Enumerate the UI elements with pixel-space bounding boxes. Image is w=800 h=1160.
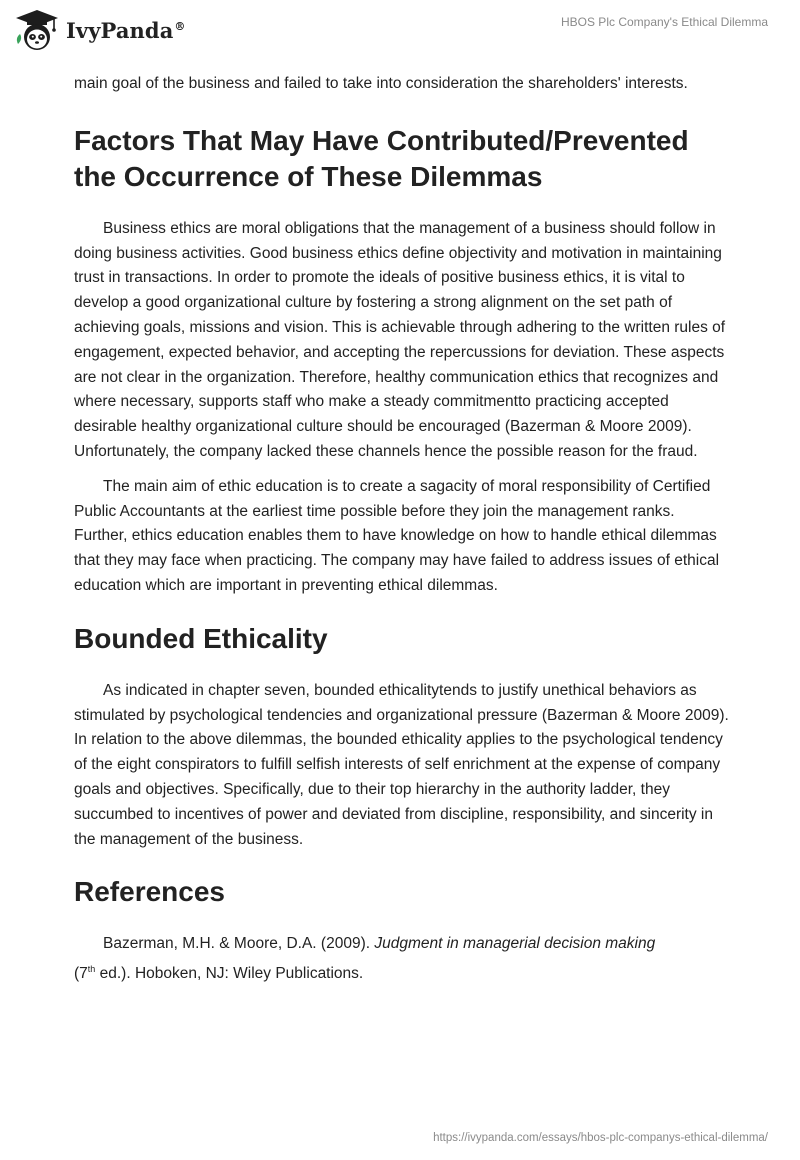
paragraph: The main aim of ethic education is to create a sagacity of moral responsibility of Certified Public Accountants at the earliest time possible before they join the management ranks. Further, ethics education enables them to have knowledge on how to handle ethical dilemmas that they may face when practicing. The company may have failed to address issues of ethical education which are important in preventing ethical dilemmas.: [74, 477, 720, 594]
document-title: HBOS Plc Company's Ethical Dilemma: [560, 15, 768, 29]
panda-graduate-icon: [14, 8, 60, 52]
section-heading-factors: Factors That May Have Contributed/Prevented the Occurrence of These Dilemmas: [74, 124, 689, 192]
reference-item: Bazerman, M.H. & Moore, D.A. (2009). Judgment in managerial decision making (7th ed.). Hoboken, NJ: Wiley Publications.: [74, 935, 656, 983]
paragraph: Business ethics are moral obligations that the management of a business should follow in doing business activities. Good business ethics define objectivity and motivation in maintaining trust in transactions. In order to promote the ideals of positive business ethics, it is vital to develop a good organizational culture by fostering a strong alignment on the set path of achieving goals, missions and vision. This is achievable through adhering to the written rules of engagement, expected behavior, and accepting the repercussions for deviation. These aspects are not clear in the organization. Therefore, healthy communication ethics that recognizes and where necessary, supports staff who make a steady commitmentto practicing accepted desirable healthy organizational culture should be encouraged (Bazerman & Moore 2009). Unfortunately, the company lacked these channels hence the possible reason for the fraud.: [74, 219, 726, 460]
brand-name: IvyPanda®: [66, 17, 186, 43]
essay-body: [74, 72, 730, 997]
intro-fragment: main goal of the business and failed to take into consideration the shareholders' interests.: [74, 75, 688, 92]
paragraph: As indicated in chapter seven, bounded ethicalitytends to justify unethical behaviors as stimulated by psychological tendencies and organizational pressure (Bazerman & Moore 2009). In relation to the above dilemmas, the bounded ethicality applies to the psychological tendency of the eight conspirators to fulfill selfish interests of self enrichment at the expense of company goals and objectives. Specifically, due to their top hierarchy in the authority ladder, they succumbed to incentives of power and deviated from discipline, responsibility, and sincerity in the management of the business.: [74, 681, 729, 848]
source-url-link[interactable]: https://ivypanda.com/essays/hbos-plc-companys-ethical-dilemma/: [433, 1132, 768, 1144]
page-header: [0, 0, 800, 60]
references-heading: References: [74, 876, 225, 908]
section-heading-bounded-ethicality: Bounded Ethicality: [74, 622, 328, 654]
brand-logo[interactable]: [14, 8, 186, 52]
